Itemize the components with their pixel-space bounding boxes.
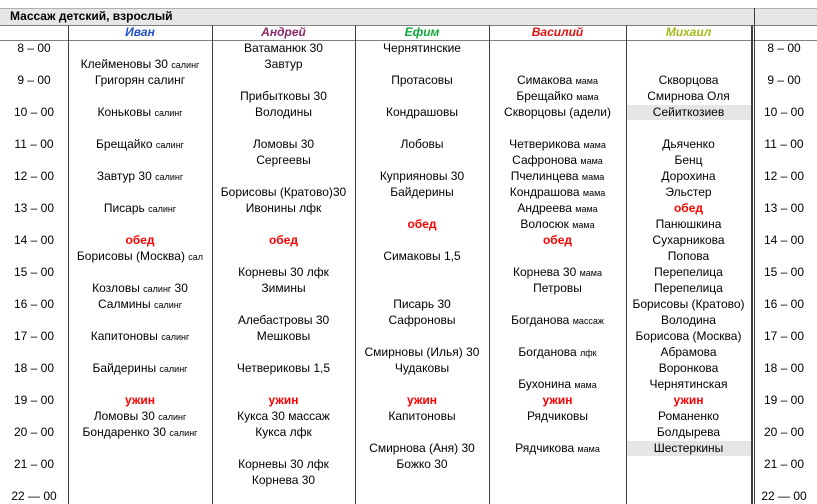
time-label-right: 16 – 00 — [763, 297, 805, 311]
client-name: Байдерины — [92, 361, 160, 375]
booking-cell[interactable]: Алебастровы 30 — [237, 313, 330, 327]
booking-cell[interactable]: Эльстер — [665, 185, 712, 199]
booking-cell[interactable] — [489, 40, 626, 56]
booking-cell[interactable]: Борисовы (Кратово)30 — [220, 185, 347, 199]
booking-cell[interactable]: Кондрашовы — [386, 105, 458, 119]
client-name: Писарь — [103, 201, 149, 215]
booking-cell[interactable]: Дорохина — [661, 169, 716, 183]
booking-cell[interactable] — [68, 360, 212, 376]
time-label-left: 22 — 00 — [11, 489, 57, 503]
booking-cell[interactable]: ужин — [268, 393, 299, 407]
booking-cell[interactable] — [68, 216, 212, 232]
booking-cell[interactable] — [489, 56, 626, 72]
time-label-right: 12 – 00 — [763, 169, 805, 183]
booking-cell[interactable] — [355, 280, 489, 296]
time-label-left: 15 – 00 — [13, 265, 55, 279]
booking-cell[interactable]: Абрамова — [660, 345, 717, 359]
booking-cell[interactable] — [212, 216, 355, 232]
time-label-right: 9 – 00 — [767, 73, 801, 87]
booking-cell[interactable]: Попова — [667, 249, 710, 263]
booking-cell[interactable]: Ватаманюк 30 — [244, 41, 323, 55]
service-note: мама — [572, 220, 595, 230]
booking-cell[interactable] — [68, 344, 212, 360]
booking-cell[interactable]: Чернятинские — [383, 41, 461, 55]
booking-cell[interactable] — [489, 120, 626, 136]
service-note: мама — [583, 140, 606, 150]
booking-cell[interactable] — [212, 296, 355, 312]
booking-cell[interactable] — [355, 232, 489, 248]
booking-cell[interactable] — [68, 376, 212, 392]
time-label-right: 21 – 00 — [763, 457, 805, 471]
booking-cell[interactable] — [68, 120, 212, 136]
service-note: мама — [575, 204, 598, 214]
booking-cell[interactable] — [212, 344, 355, 360]
client-name: Богданова — [518, 345, 581, 359]
booking-cell[interactable]: Капитоновы — [388, 409, 456, 423]
booking-cell[interactable] — [626, 40, 751, 56]
service-note: мама — [576, 92, 599, 102]
service-note: мама — [579, 268, 602, 278]
booking-cell[interactable] — [355, 152, 489, 168]
time-label-right: 20 – 00 — [763, 425, 805, 439]
client-name: Четверикова — [509, 137, 584, 151]
booking-cell[interactable] — [212, 248, 355, 264]
client-name: Клейменовы 30 — [80, 57, 172, 71]
booking-cell[interactable]: Четвериковы 1,5 — [236, 361, 331, 375]
client-name: Сафронова — [512, 153, 581, 167]
time-label-left: 16 – 00 — [13, 297, 55, 311]
booking-cell[interactable]: ужин — [125, 393, 155, 407]
booking-cell[interactable]: Романенко — [657, 409, 720, 423]
time-label-left: 21 – 00 — [13, 457, 55, 471]
column-header-1[interactable]: Иван — [125, 25, 155, 39]
time-label-left: 13 – 00 — [13, 201, 55, 215]
booking-cell[interactable] — [489, 456, 626, 472]
client-name: Богданова — [511, 313, 573, 327]
booking-cell[interactable] — [489, 88, 626, 104]
booking-cell[interactable] — [68, 312, 212, 328]
booking-cell[interactable] — [68, 88, 212, 104]
time-label-left: 9 – 00 — [17, 73, 51, 87]
booking-cell[interactable] — [68, 200, 212, 216]
booking-cell[interactable] — [489, 136, 626, 152]
booking-cell[interactable]: Болдырева — [656, 425, 721, 439]
booking-cell[interactable]: Перепелица — [654, 281, 723, 295]
time-label-left: 20 – 00 — [13, 425, 55, 439]
service-note: мама — [575, 76, 598, 86]
booking-cell[interactable] — [626, 456, 751, 472]
service-note: мама — [582, 188, 606, 198]
sheet-title[interactable]: Массаж детский, взрослый — [10, 9, 173, 23]
booking-cell[interactable] — [355, 200, 489, 216]
booking-cell[interactable] — [68, 328, 212, 344]
time-label-right: 14 – 00 — [763, 233, 805, 247]
booking-cell[interactable] — [68, 296, 212, 312]
booking-cell[interactable] — [212, 376, 355, 392]
column-header-5[interactable]: Михаил — [665, 25, 712, 39]
booking-cell[interactable] — [626, 56, 751, 72]
booking-cell[interactable] — [68, 184, 212, 200]
time-label-right: 15 – 00 — [763, 265, 805, 279]
booking-cell[interactable]: Ломовы 30 — [252, 137, 315, 151]
service-note: мама — [581, 172, 605, 182]
booking-cell[interactable]: Писарь 30 — [393, 297, 451, 311]
client-name: Коньковы — [97, 105, 155, 119]
booking-cell[interactable]: Завтур — [264, 57, 303, 71]
booking-cell[interactable]: Сухарникова — [652, 233, 725, 247]
column-header-2[interactable]: Андрей — [261, 25, 306, 39]
booking-cell[interactable] — [68, 456, 212, 472]
booking-cell[interactable] — [489, 248, 626, 264]
booking-cell[interactable]: Сейиткозиев — [652, 105, 725, 119]
client-name: Рядчикова — [515, 441, 578, 455]
booking-cell[interactable]: Мешковы — [256, 329, 311, 343]
booking-cell[interactable]: ужин — [542, 393, 573, 407]
service-note: массаж — [572, 316, 604, 326]
booking-cell[interactable] — [68, 56, 212, 72]
column-header-4[interactable]: Василий — [531, 25, 584, 39]
booking-cell[interactable] — [212, 168, 355, 184]
booking-cell[interactable]: Куприяновы 30 — [379, 169, 465, 183]
booking-cell[interactable] — [489, 328, 626, 344]
booking-cell[interactable]: Ивонины лфк — [245, 201, 322, 215]
booking-cell[interactable] — [626, 120, 751, 136]
booking-cell[interactable]: Прибытковы 30 — [240, 89, 327, 103]
booking-cell[interactable]: Шестеркины — [653, 441, 724, 455]
time-label-right: 13 – 00 — [763, 201, 805, 215]
booking-cell[interactable] — [489, 360, 626, 376]
client-name: Кондрашова — [509, 185, 583, 199]
booking-cell[interactable]: Скворцовы (адели) — [504, 105, 611, 119]
time-label-right: 17 – 00 — [763, 329, 805, 343]
booking-cell[interactable]: Зимины — [261, 281, 306, 295]
booking-cell[interactable]: Скворцова — [658, 73, 719, 87]
client-name: Капитоновы — [90, 329, 162, 343]
booking-cell[interactable] — [489, 296, 626, 312]
booking-cell[interactable] — [68, 408, 212, 424]
service-note: салинг — [155, 140, 184, 150]
booking-cell[interactable]: Рядчиковы — [526, 409, 589, 423]
booking-cell[interactable]: обед — [125, 233, 155, 247]
time-label-left: 17 – 00 — [13, 329, 55, 343]
booking-cell[interactable] — [489, 312, 626, 328]
booking-cell[interactable] — [212, 440, 355, 456]
booking-cell[interactable]: Кукса лфк — [255, 425, 312, 439]
booking-cell[interactable] — [68, 152, 212, 168]
booking-cell[interactable]: Чернятинская — [649, 377, 728, 391]
client-name: Андреева — [517, 201, 576, 215]
booking-cell[interactable]: Дьяченко — [662, 137, 715, 151]
booking-cell[interactable]: Байдерины — [390, 185, 454, 199]
booking-cell[interactable]: Корневы 30 лфк — [238, 265, 329, 279]
time-label-right: 18 – 00 — [763, 361, 805, 375]
service-note: салинг — [171, 60, 200, 70]
time-label-left: 11 – 00 — [14, 137, 54, 151]
booking-cell[interactable]: обед — [673, 201, 704, 215]
service-note: салинг — [169, 428, 198, 438]
service-note: салинг — [155, 172, 184, 182]
time-label-right: 8 – 00 — [767, 41, 801, 55]
booking-cell[interactable] — [489, 152, 626, 168]
booking-cell[interactable]: Божко 30 — [396, 457, 448, 471]
booking-cell[interactable] — [355, 472, 489, 488]
booking-cell[interactable] — [68, 440, 212, 456]
booking-cell[interactable]: обед — [407, 217, 437, 231]
booking-cell[interactable] — [489, 424, 626, 440]
time-label-left: 10 – 00 — [13, 105, 55, 119]
booking-cell[interactable] — [489, 200, 626, 216]
booking-cell[interactable]: Протасовы — [391, 73, 453, 87]
booking-cell[interactable]: Смирнова (Аня) 30 — [369, 441, 475, 455]
booking-cell[interactable] — [68, 40, 212, 56]
booking-cell[interactable]: Борисовы (Кратово) — [632, 297, 745, 311]
duration-note: 30 — [171, 281, 188, 295]
service-note: салинг — [153, 300, 183, 310]
service-note: салинг — [143, 284, 172, 294]
booking-cell[interactable] — [68, 168, 212, 184]
booking-cell[interactable]: Бенц — [674, 153, 703, 167]
column-header-3[interactable]: Ефим — [404, 25, 440, 39]
booking-cell[interactable] — [355, 328, 489, 344]
booking-cell[interactable]: Смирновы (Илья) 30 — [364, 345, 480, 359]
booking-cell[interactable]: Лобовы — [400, 137, 444, 151]
booking-cell[interactable] — [212, 120, 355, 136]
booking-cell[interactable] — [489, 184, 626, 200]
booking-cell[interactable]: Борисова (Москва) — [635, 329, 742, 343]
booking-cell[interactable] — [489, 216, 626, 232]
booking-cell[interactable] — [355, 88, 489, 104]
booking-cell[interactable] — [355, 264, 489, 280]
client-name: Симакова — [517, 73, 576, 87]
booking-cell[interactable] — [355, 120, 489, 136]
time-label-left: 8 – 00 — [17, 41, 51, 55]
booking-cell[interactable] — [489, 168, 626, 184]
booking-cell[interactable] — [355, 56, 489, 72]
booking-cell[interactable] — [355, 376, 489, 392]
booking-cell[interactable] — [68, 424, 212, 440]
client-name: Брещайко — [96, 137, 156, 151]
service-note: мама — [577, 444, 600, 454]
time-label-left: 14 – 00 — [13, 233, 55, 247]
booking-cell[interactable] — [355, 424, 489, 440]
time-label-left: 19 – 00 — [13, 393, 55, 407]
service-note: мама — [574, 380, 597, 390]
service-note: мама — [580, 156, 603, 166]
time-label-left: 18 – 00 — [13, 361, 55, 375]
service-note: салинг — [154, 108, 183, 118]
booking-cell[interactable]: Корнева 30 — [251, 473, 316, 487]
booking-cell[interactable] — [68, 104, 212, 120]
booking-cell[interactable] — [626, 472, 751, 488]
client-name: Салмины — [97, 297, 154, 311]
client-name: Бухонина — [518, 377, 575, 391]
booking-cell[interactable] — [68, 248, 212, 264]
service-note: салинг — [159, 364, 188, 374]
booking-cell[interactable]: Сафроновы — [388, 313, 456, 327]
booking-cell[interactable] — [68, 136, 212, 152]
service-note: салинг — [158, 412, 187, 422]
booking-cell[interactable] — [212, 72, 355, 88]
time-label-right: 19 – 00 — [763, 393, 805, 407]
service-note: салинг — [148, 204, 177, 214]
booking-cell[interactable]: Кукса 30 массаж — [237, 409, 330, 423]
time-label-right: 10 – 00 — [763, 105, 805, 119]
grid-line — [0, 8, 817, 9]
booking-cell[interactable] — [489, 472, 626, 488]
time-label-left: 12 – 00 — [13, 169, 55, 183]
client-name: Брещайко — [516, 89, 577, 103]
client-name: Бондаренко 30 — [82, 425, 170, 439]
booking-cell[interactable]: обед — [268, 233, 299, 247]
time-label-right: 11 – 00 — [764, 137, 804, 151]
booking-cell[interactable]: Петровы — [533, 281, 582, 295]
booking-cell[interactable] — [489, 72, 626, 88]
service-note: салинг — [161, 332, 190, 342]
client-name: Волосюк — [520, 217, 573, 231]
booking-cell[interactable] — [489, 264, 626, 280]
booking-cell[interactable] — [489, 440, 626, 456]
client-name: Пчелинцева — [510, 169, 582, 183]
booking-cell[interactable]: Григорян салинг — [94, 73, 186, 87]
booking-cell[interactable]: Корневы 30 лфк — [238, 457, 329, 471]
booking-cell[interactable]: Симаковы 1,5 — [383, 249, 461, 263]
booking-cell[interactable]: Перепелица — [654, 265, 723, 279]
service-note: сал — [188, 252, 204, 262]
booking-cell[interactable]: Чудаковы — [394, 361, 450, 375]
booking-cell[interactable] — [68, 472, 212, 488]
booking-cell[interactable] — [68, 264, 212, 280]
client-name: Завтур 30 — [96, 169, 156, 183]
client-name: Корнева 30 — [513, 265, 580, 279]
booking-cell[interactable]: Володина — [661, 313, 716, 327]
client-name: Ломовы 30 — [93, 409, 159, 423]
booking-cell[interactable] — [68, 280, 212, 296]
booking-cell[interactable]: ужин — [407, 393, 437, 407]
booking-cell[interactable]: обед — [542, 233, 573, 247]
client-name: Козловы — [92, 281, 144, 295]
service-note: лфк — [580, 348, 597, 358]
client-name: Борисовы (Москва) — [76, 249, 189, 263]
time-label-right: 22 — 00 — [761, 489, 807, 503]
booking-cell[interactable]: Панюшкина — [655, 217, 722, 231]
booking-cell[interactable]: ужин — [673, 393, 704, 407]
booking-cell[interactable]: Володины — [255, 105, 312, 119]
booking-cell[interactable] — [489, 344, 626, 360]
booking-cell[interactable]: Смирнова Оля — [647, 89, 730, 103]
booking-cell[interactable]: Сергеевы — [256, 153, 311, 167]
booking-cell[interactable]: Воронкова — [658, 361, 719, 375]
booking-cell[interactable] — [489, 376, 626, 392]
